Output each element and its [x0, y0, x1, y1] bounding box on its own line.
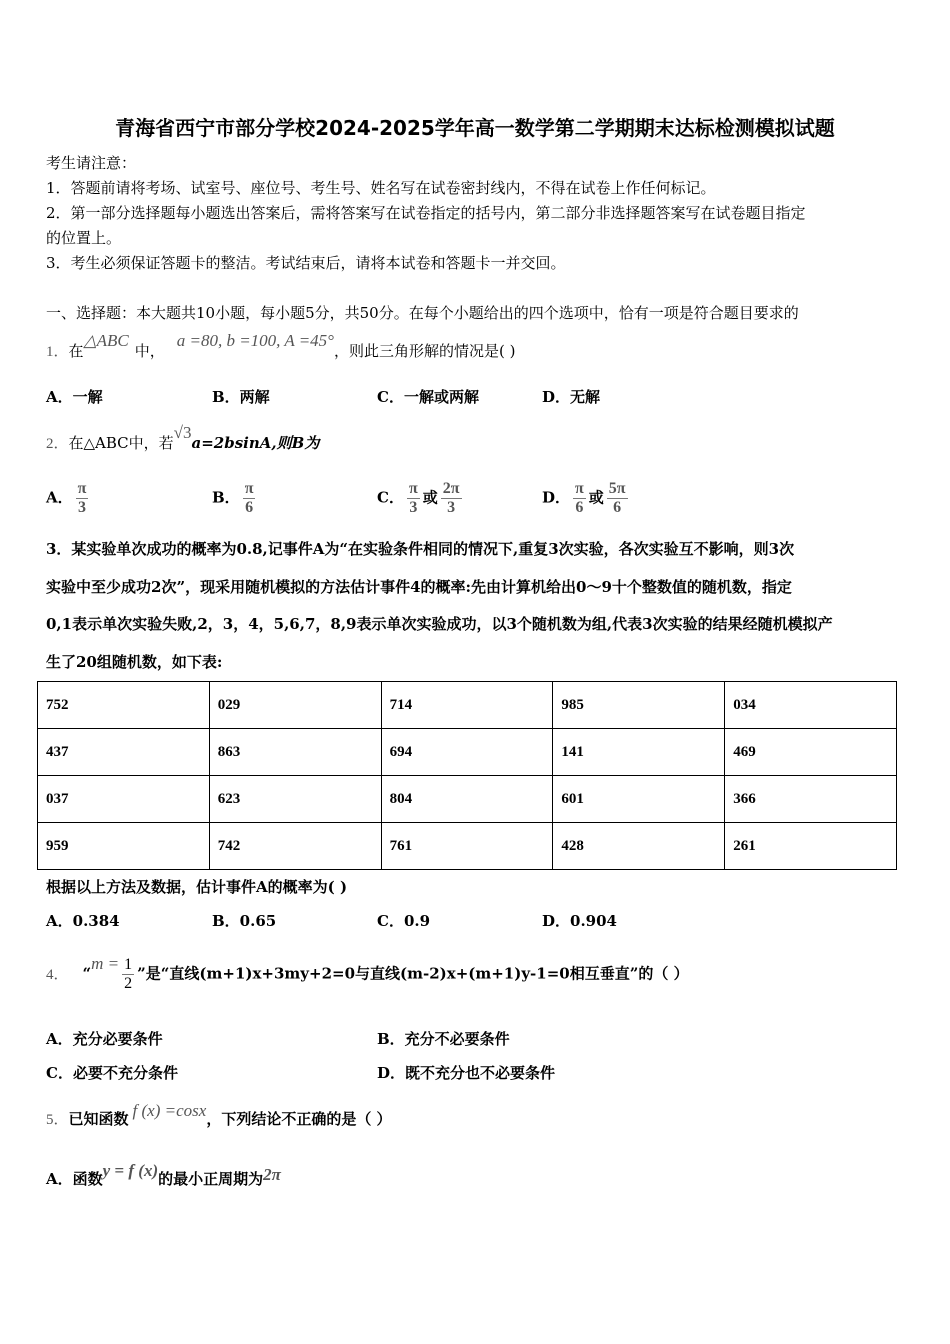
page-title: 青海省西宁市部分学校2024-2025学年高一数学第二学期期末达标检测模拟试题 [115, 116, 835, 140]
q-text: ”是“直线(m+1)x+3my+2=0与直线(m-2)x+(m+1)y-1=0相互垂直”的（ ） [137, 964, 689, 983]
question-number: 4． [46, 966, 69, 983]
table-row [38, 776, 897, 823]
table-cell: 959 [38, 823, 210, 870]
q3-question: 根据以上方法及数据，估计事件A的概率为( ) [46, 878, 348, 896]
table-cell: 714 [381, 682, 553, 729]
section-heading: 一、选择题：本大题共10小题，每小题5分，共50分。在每个小题给出的四个选项中，恰有一项是符合题目要求的 [46, 304, 799, 322]
question-1 [46, 331, 516, 361]
q-text: ，则此三角形解的情况是( ) [333, 342, 516, 360]
table-cell: 863 [209, 729, 381, 776]
table-cell: 437 [38, 729, 210, 776]
option-d[interactable]: D．0.904 [542, 912, 617, 930]
option-c[interactable]: C．一解或两解 [377, 388, 479, 406]
math-conditions: a =80, b =100, A =45° [176, 331, 334, 350]
table-row [38, 729, 897, 776]
notice-heading: 考生请注意： [46, 154, 137, 172]
random-number-table [37, 681, 897, 870]
notice-item: 1．答题前请将考场、试室号、座位号、考生号、姓名写在试卷密封线内，不得在试卷上作任何标记。 [46, 179, 716, 197]
q-text: 的最小正周期为 [158, 1170, 264, 1188]
q-text: 中， [134, 342, 165, 360]
option-a[interactable] [46, 480, 91, 517]
question-number: 2． [46, 436, 69, 452]
option-a[interactable]: A．充分必要条件 [46, 1030, 163, 1048]
option-label: A． [46, 488, 73, 507]
table-cell: 742 [209, 823, 381, 870]
option-b[interactable]: B．充分不必要条件 [377, 1030, 510, 1048]
math-m: m = [91, 953, 120, 973]
q-text: ，下列结论不正确的是（ ） [206, 1110, 392, 1128]
question-number: 5． [46, 1112, 69, 1128]
option-a[interactable] [46, 1161, 281, 1189]
option-b[interactable] [212, 480, 258, 517]
table-cell: 752 [38, 682, 210, 729]
fraction: $\frac{1}{2}$ [124, 956, 133, 992]
option-d[interactable]: D．既不充分也不必要条件 [377, 1064, 556, 1082]
table-cell: 366 [725, 776, 897, 823]
q3-line: 实验中至少成功2次”，现采用随机模拟的方法估计事件4的概率:先由计算机给出0～9十个整数值的随机数，指定 [46, 578, 792, 596]
option-c[interactable]: C．必要不充分条件 [46, 1064, 178, 1082]
table-cell: 694 [381, 729, 553, 776]
table-cell: 804 [381, 776, 553, 823]
table-cell: 985 [553, 682, 725, 729]
math-function: y = f (x) [102, 1161, 159, 1180]
q-text: 在 [68, 342, 84, 360]
fraction: $\frac{\pi}{3}$ [77, 480, 87, 516]
question-5 [46, 1101, 392, 1129]
or-text: 或 [422, 488, 438, 507]
option-label: A．函数 [46, 1170, 103, 1188]
option-b[interactable]: B．0.65 [212, 912, 277, 930]
option-d[interactable]: D．无解 [542, 388, 601, 406]
table-cell: 141 [553, 729, 725, 776]
fraction: $\frac{\pi}{6}$ [244, 480, 254, 516]
table-cell: 029 [209, 682, 381, 729]
math-function: f (x) =cosx [132, 1101, 207, 1120]
table-cell: 761 [381, 823, 553, 870]
option-d[interactable] [542, 480, 631, 517]
table-row [38, 682, 897, 729]
math-period: 2π [263, 1165, 281, 1184]
option-label: B． [212, 488, 240, 507]
table-cell: 261 [725, 823, 897, 870]
table-cell: 623 [209, 776, 381, 823]
notice-item: 的位置上。 [46, 229, 122, 247]
math-sqrt: √3 [173, 423, 192, 442]
notice-item: 3．考生必须保证答题卡的整洁。考试结束后，请将本试卷和答题卡一并交回。 [46, 254, 566, 272]
question-2 [46, 423, 320, 453]
option-label: D． [542, 488, 571, 507]
table-cell: 428 [553, 823, 725, 870]
math-triangle: △ABC [83, 331, 129, 350]
question-number: 1． [46, 344, 69, 360]
option-a[interactable]: A．0.384 [46, 912, 120, 930]
q3-line: 3．某实验单次成功的概率为0.8,记事件A为“在实验条件相同的情况下,重复3次实验，各次实验互不影响，则3次 [46, 540, 795, 558]
fraction: $\frac{\pi}{3}$ [408, 480, 418, 516]
q-text: a=2bsinA,则B为 [191, 434, 320, 452]
option-c[interactable] [377, 480, 465, 517]
option-label: C． [377, 488, 404, 507]
table-row [38, 823, 897, 870]
q-text: 已知函数 [68, 1110, 129, 1128]
q3-line: 生了20组随机数，如下表: [46, 653, 223, 671]
table-cell: 034 [725, 682, 897, 729]
option-c[interactable]: C．0.9 [377, 912, 431, 930]
q-text: 在△ABC中，若 [68, 434, 174, 452]
fraction: $\frac{\pi}{6}$ [575, 480, 584, 516]
fraction: $\frac{2\pi}{3}$ [442, 480, 460, 516]
table-cell: 469 [725, 729, 897, 776]
q-text: “ [82, 964, 92, 983]
table-cell: 037 [38, 776, 210, 823]
notice-item: 2．第一部分选择题每小题选出答案后，需将答案写在试卷指定的括号内，第二部分非选择题答案写在试卷题目指定 [46, 204, 806, 222]
table-cell: 601 [553, 776, 725, 823]
question-4 [46, 953, 689, 993]
or-text: 或 [588, 488, 604, 507]
option-b[interactable]: B．两解 [212, 388, 270, 406]
q3-line: 0,1表示单次实验失败,2，3，4，5,6,7，8,9表示单次实验成功，以3个随机数为组,代表3次实验的结果经随机模拟产 [46, 615, 833, 633]
option-a[interactable]: A．一解 [46, 388, 103, 406]
fraction: $\frac{5\pi}{6}$ [608, 480, 626, 516]
